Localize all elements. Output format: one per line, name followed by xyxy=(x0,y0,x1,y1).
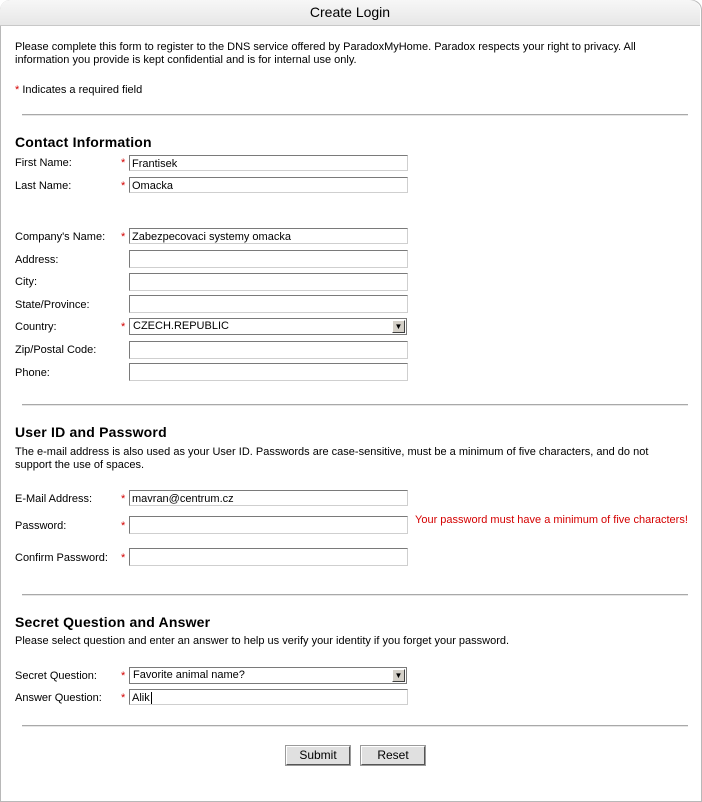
reset-button[interactable]: Reset xyxy=(361,746,425,765)
divider xyxy=(22,114,688,116)
required-note-text: Indicates a required field xyxy=(19,84,143,96)
state-label: State/Province: xyxy=(15,299,90,311)
answer-input[interactable] xyxy=(129,689,408,705)
first-name-input[interactable]: Frantisek xyxy=(129,155,408,171)
zip-label: Zip/Postal Code: xyxy=(15,344,97,356)
country-select[interactable] xyxy=(129,318,407,335)
confirm-password-label: Confirm Password: xyxy=(15,552,108,564)
country-value: CZECH.REPUBLIC xyxy=(133,320,229,332)
secret-question-select[interactable] xyxy=(129,667,407,684)
secret-heading: Secret Question and Answer xyxy=(15,614,211,630)
city-input[interactable] xyxy=(129,273,408,291)
userid-description: The e-mail address is also used as your User ID. Passwords are case-sensitive, must be a minimum of five characters, and do not support the use of spaces. xyxy=(15,446,649,471)
password-error: Your password must have a minimum of five characters! xyxy=(415,514,688,526)
secret-question-label: Secret Question: xyxy=(15,670,97,682)
secret-description: Please select question and enter an answer to help us verify your identity if you forget your password. xyxy=(15,635,510,647)
address-label: Address: xyxy=(15,254,59,266)
last-name-label: Last Name: xyxy=(15,180,72,192)
address-input[interactable] xyxy=(129,250,408,268)
divider xyxy=(22,404,688,406)
company-input[interactable]: Zabezpecovaci systemy omacka xyxy=(129,228,408,244)
required-star: * xyxy=(121,520,126,532)
city-label: City: xyxy=(15,276,37,288)
required-star: * xyxy=(121,692,126,704)
email-input[interactable]: mavran@centrum.cz xyxy=(129,490,408,506)
required-star: * xyxy=(121,180,126,192)
last-name-input[interactable]: Omacka xyxy=(129,177,408,193)
submit-button[interactable]: Submit xyxy=(286,746,350,765)
country-label: Country: xyxy=(15,321,57,333)
userid-heading: User ID and Password xyxy=(15,424,167,440)
first-name-label: First Name: xyxy=(15,157,72,169)
phone-input[interactable] xyxy=(129,363,408,381)
phone-label: Phone: xyxy=(15,367,50,379)
page-title: Create Login xyxy=(0,0,700,26)
required-star: * xyxy=(121,493,126,505)
answer-label: Answer Question: xyxy=(15,692,102,704)
divider xyxy=(22,725,688,727)
required-star: * xyxy=(121,157,126,169)
required-star: * xyxy=(121,321,126,333)
email-label: E-Mail Address: xyxy=(15,493,93,505)
company-label: Company's Name: xyxy=(15,231,106,243)
divider xyxy=(22,594,688,596)
secret-question-value: Favorite animal name? xyxy=(133,669,245,681)
required-star: * xyxy=(121,231,126,243)
text-cursor xyxy=(151,692,152,704)
state-input[interactable] xyxy=(129,295,408,313)
intro-text: Please complete this form to register to the DNS service offered by ParadoxMyHome. Paradox respects your right to privacy. All information you provide is kept confidential and is for internal use only. xyxy=(15,41,636,66)
password-input[interactable] xyxy=(129,516,408,534)
required-note xyxy=(15,84,142,97)
zip-input[interactable] xyxy=(129,341,408,359)
answer-value: Alik xyxy=(132,692,150,704)
confirm-password-input[interactable] xyxy=(129,548,408,566)
required-star: * xyxy=(121,552,126,564)
contact-heading: Contact Information xyxy=(15,134,152,150)
password-label: Password: xyxy=(15,520,67,532)
chevron-down-icon[interactable]: ▼ xyxy=(392,669,405,682)
required-star: * xyxy=(15,84,20,96)
chevron-down-icon[interactable]: ▼ xyxy=(392,320,405,333)
required-star: * xyxy=(121,670,126,682)
